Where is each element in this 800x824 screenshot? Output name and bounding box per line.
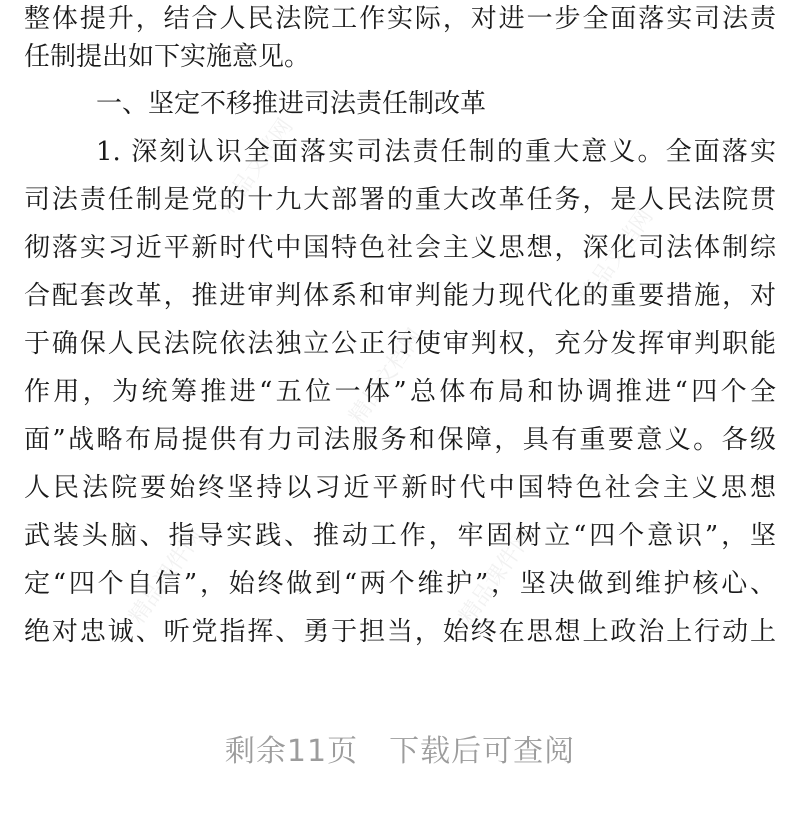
watermark: 精品文档网: [344, 324, 429, 429]
doc-line: 合配套改革，推进审判体系和审判能力现代化的重要措施，对: [24, 281, 776, 311]
doc-line: 彻落实习近平新时代中国特色社会主义思想，深化司法体制综: [24, 233, 776, 263]
watermark: 精品文档网: [574, 204, 659, 309]
doc-line: 于确保人民法院依法独立公正行使审判权，充分发挥审判职能: [24, 329, 776, 359]
doc-line: 司法责任制是党的十九大部署的重大改革任务，是人民法院贯: [24, 185, 776, 215]
section-heading: 一、坚定不移推进司法责任制改革: [96, 89, 487, 119]
download-more-link[interactable]: 剩余11页 下载后可查阅: [224, 734, 576, 769]
doc-line: 面”战略布局提供有力司法服务和保障，具有重要意义。各级: [24, 425, 776, 455]
doc-line: 作用，为统筹推进“五位一体”总体布局和协调推进“四个全: [24, 377, 776, 407]
doc-line: 武装头脑、指导实践、推动工作，牢固树立“四个意识”，坚: [24, 521, 776, 551]
watermark: 精品文档网: [214, 114, 299, 219]
doc-line: 整体提升，结合人民法院工作实际，对进一步全面落实司法责: [24, 4, 776, 34]
watermark: 精品课件网: [454, 524, 539, 629]
doc-line: 1. 深刻认识全面落实司法责任制的重大意义。全面落实: [96, 137, 776, 167]
doc-line: 任制提出如下实施意见。: [24, 42, 311, 72]
watermark: 精品课件网: [124, 524, 209, 629]
doc-line: 人民法院要始终坚持以习近平新时代中国特色社会主义思想: [24, 473, 776, 503]
doc-line: 定“四个自信”，始终做到“两个维护”，坚决做到维护核心、: [24, 569, 776, 599]
doc-line: 绝对忠诚、听党指挥、勇于担当，始终在思想上政治上行动上: [24, 617, 776, 647]
